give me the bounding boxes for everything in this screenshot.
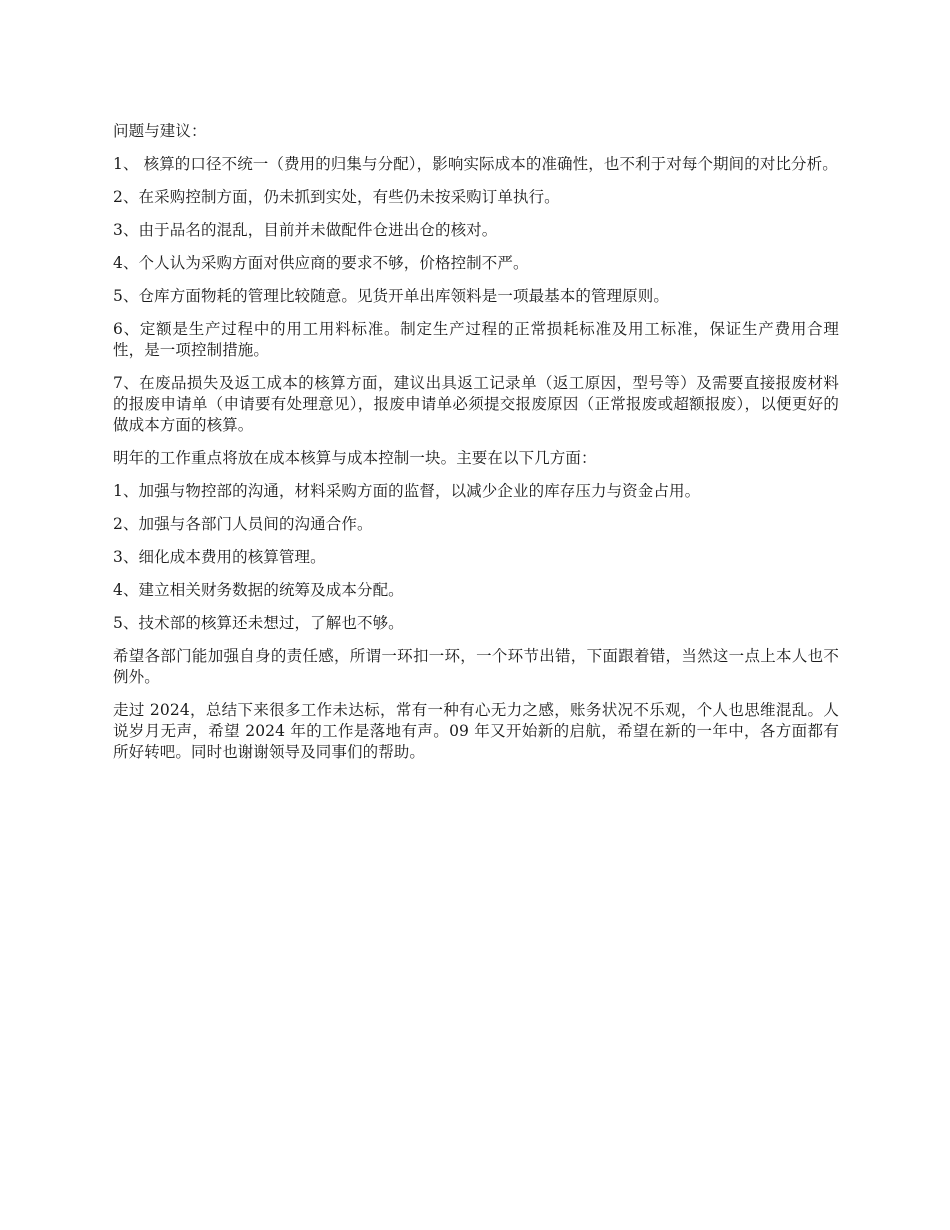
issue-item-4: 4、个人认为采购方面对供应商的要求不够，价格控制不严。 bbox=[113, 254, 529, 272]
issue-item-7: 7、在废品损失及返工成本的核算方面，建议出具返工记录单（返工原因，型号等）及需要直接报废材料的报废申请单（申请要有处理意见），报废申请单必须提交报废原因（正常报废或超额报废），以便更好的做成本方面的核算。 bbox=[113, 374, 839, 434]
issue-item-5: 5、仓库方面物耗的管理比较随意。见货开单出库领料是一项最基本的管理原则。 bbox=[113, 287, 669, 305]
plan-item-4: 4、建立相关财务数据的统筹及成本分配。 bbox=[113, 581, 404, 599]
section-heading-next-year: 明年的工作重点将放在成本核算与成本控制一块。主要在以下几方面： bbox=[113, 449, 597, 467]
plan-item-3: 3、细化成本费用的核算管理。 bbox=[113, 548, 326, 566]
section-heading-issues: 问题与建议： bbox=[113, 122, 207, 140]
issue-item-2: 2、在采购控制方面，仍未抓到实处，有些仍未按采购订单执行。 bbox=[113, 188, 560, 206]
closing-paragraph-responsibility: 希望各部门能加强自身的责任感，所谓一环扣一环，一个环节出错，下面跟着错，当然这一点上本人也不例外。 bbox=[113, 647, 839, 686]
document-body bbox=[113, 121, 839, 775]
plan-item-5: 5、技术部的核算还未想过，了解也不够。 bbox=[113, 614, 404, 632]
issue-item-6: 6、定额是生产过程中的用工用料标准。制定生产过程的正常损耗标准及用工标准，保证生产费用合理性，是一项控制措施。 bbox=[113, 320, 839, 359]
closing-paragraph-summary: 走过 2024，总结下来很多工作未达标，常有一种有心无力之感，账务状况不乐观，个人也思维混乱。人说岁月无声，希望 2024 年的工作是落地有声。09 年又开始新的启航，希望在新的一年中，各方面都有所好转吧。同时也谢谢领导及同事们的帮助。 bbox=[113, 701, 839, 761]
plan-item-1: 1、加强与物控部的沟通，材料采购方面的监督，以减少企业的库存压力与资金占用。 bbox=[113, 482, 701, 500]
issue-item-1: 1、 核算的口径不统一（费用的归集与分配），影响实际成本的准确性，也不利于对每个期间的对比分析。 bbox=[113, 155, 838, 173]
plan-item-2: 2、加强与各部门人员间的沟通合作。 bbox=[113, 515, 373, 533]
issue-item-3: 3、由于品名的混乱，目前并未做配件仓进出仓的核对。 bbox=[113, 221, 498, 239]
